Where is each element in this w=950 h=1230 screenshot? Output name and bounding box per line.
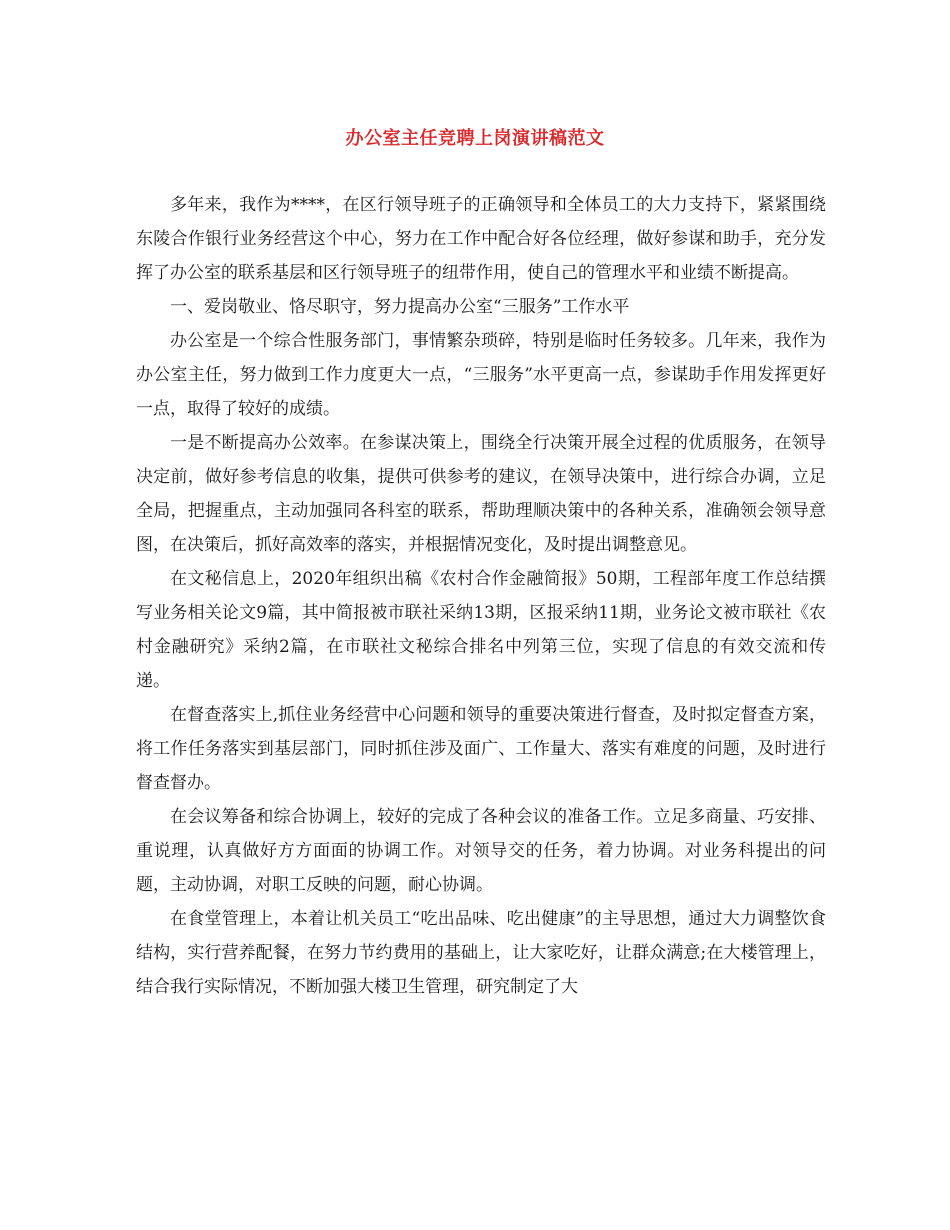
paragraph: 办公室是一个综合性服务部门，事情繁杂琐碎，特别是临时任务较多。几年来，我作为办公室主任，努力做到工作力度更大一点，“三服务”水平更高一点，参谋助手作用发挥更好一点，取得了较好的成绩。: [136, 331, 826, 419]
document-body: [136, 188, 826, 1004]
paragraph: 在会议筹备和综合协调上，较好的完成了各种会议的准备工作。立足多商量、巧安排、重说理，认真做好方方面面的协调工作。对领导交的任务，着力协调。对业务科提出的问题，主动协调，对职工反映的问题，耐心协调。: [136, 807, 826, 895]
paragraph: 多年来，我作为****，在区行领导班子的正确领导和全体员工的大力支持下，紧紧围绕东陵合作银行业务经营这个中心，努力在工作中配合好各位经理，做好参谋和助手，充分发挥了办公室的联系基层和区行领导班子的纽带作用，使自己的管理水平和业绩不断提高。: [136, 195, 826, 283]
paragraph: 在督查落实上,抓住业务经营中心问题和领导的重要决策进行督查，及时拟定督查方案，将工作任务落实到基层部门，同时抓住涉及面广、工作量大、落实有难度的问题，及时进行督查督办。: [136, 705, 826, 793]
paragraph: 在食堂管理上，本着让机关员工“吃出品味、吃出健康”的主导思想，通过大力调整饮食结构，实行营养配餐，在努力节约费用的基础上，让大家吃好，让群众满意;在大楼管理上，结合我行实际情况，不断加强大楼卫生管理，研究制定了大: [136, 909, 826, 997]
document-title: 办公室主任竞聘上岗演讲稿范文: [345, 128, 605, 149]
paragraph: 一是不断提高办公效率。在参谋决策上，围绕全行决策开展全过程的优质服务，在领导决定前，做好参考信息的收集，提供可供参考的建议，在领导决策中，进行综合办调，立足全局，把握重点，主动加强同各科室的联系，帮助理顺决策中的各种关系，准确领会领导意图，在决策后，抓好高效率的落实，并根据情况变化，及时提出调整意见。: [136, 433, 826, 555]
paragraph: 在文秘信息上，2020年组织出稿《农村合作金融简报》50期，工程部年度工作总结撰写业务相关论文9篇，其中简报被市联社采纳13期，区报采纳11期，业务论文被市联社《农村金融研究》采纳2篇，在市联社文秘综合排名中列第三位，实现了信息的有效交流和传递。: [136, 569, 826, 691]
section-heading: 一、爱岗敬业、恪尽职守，努力提高办公室“三服务”工作水平: [170, 297, 630, 317]
